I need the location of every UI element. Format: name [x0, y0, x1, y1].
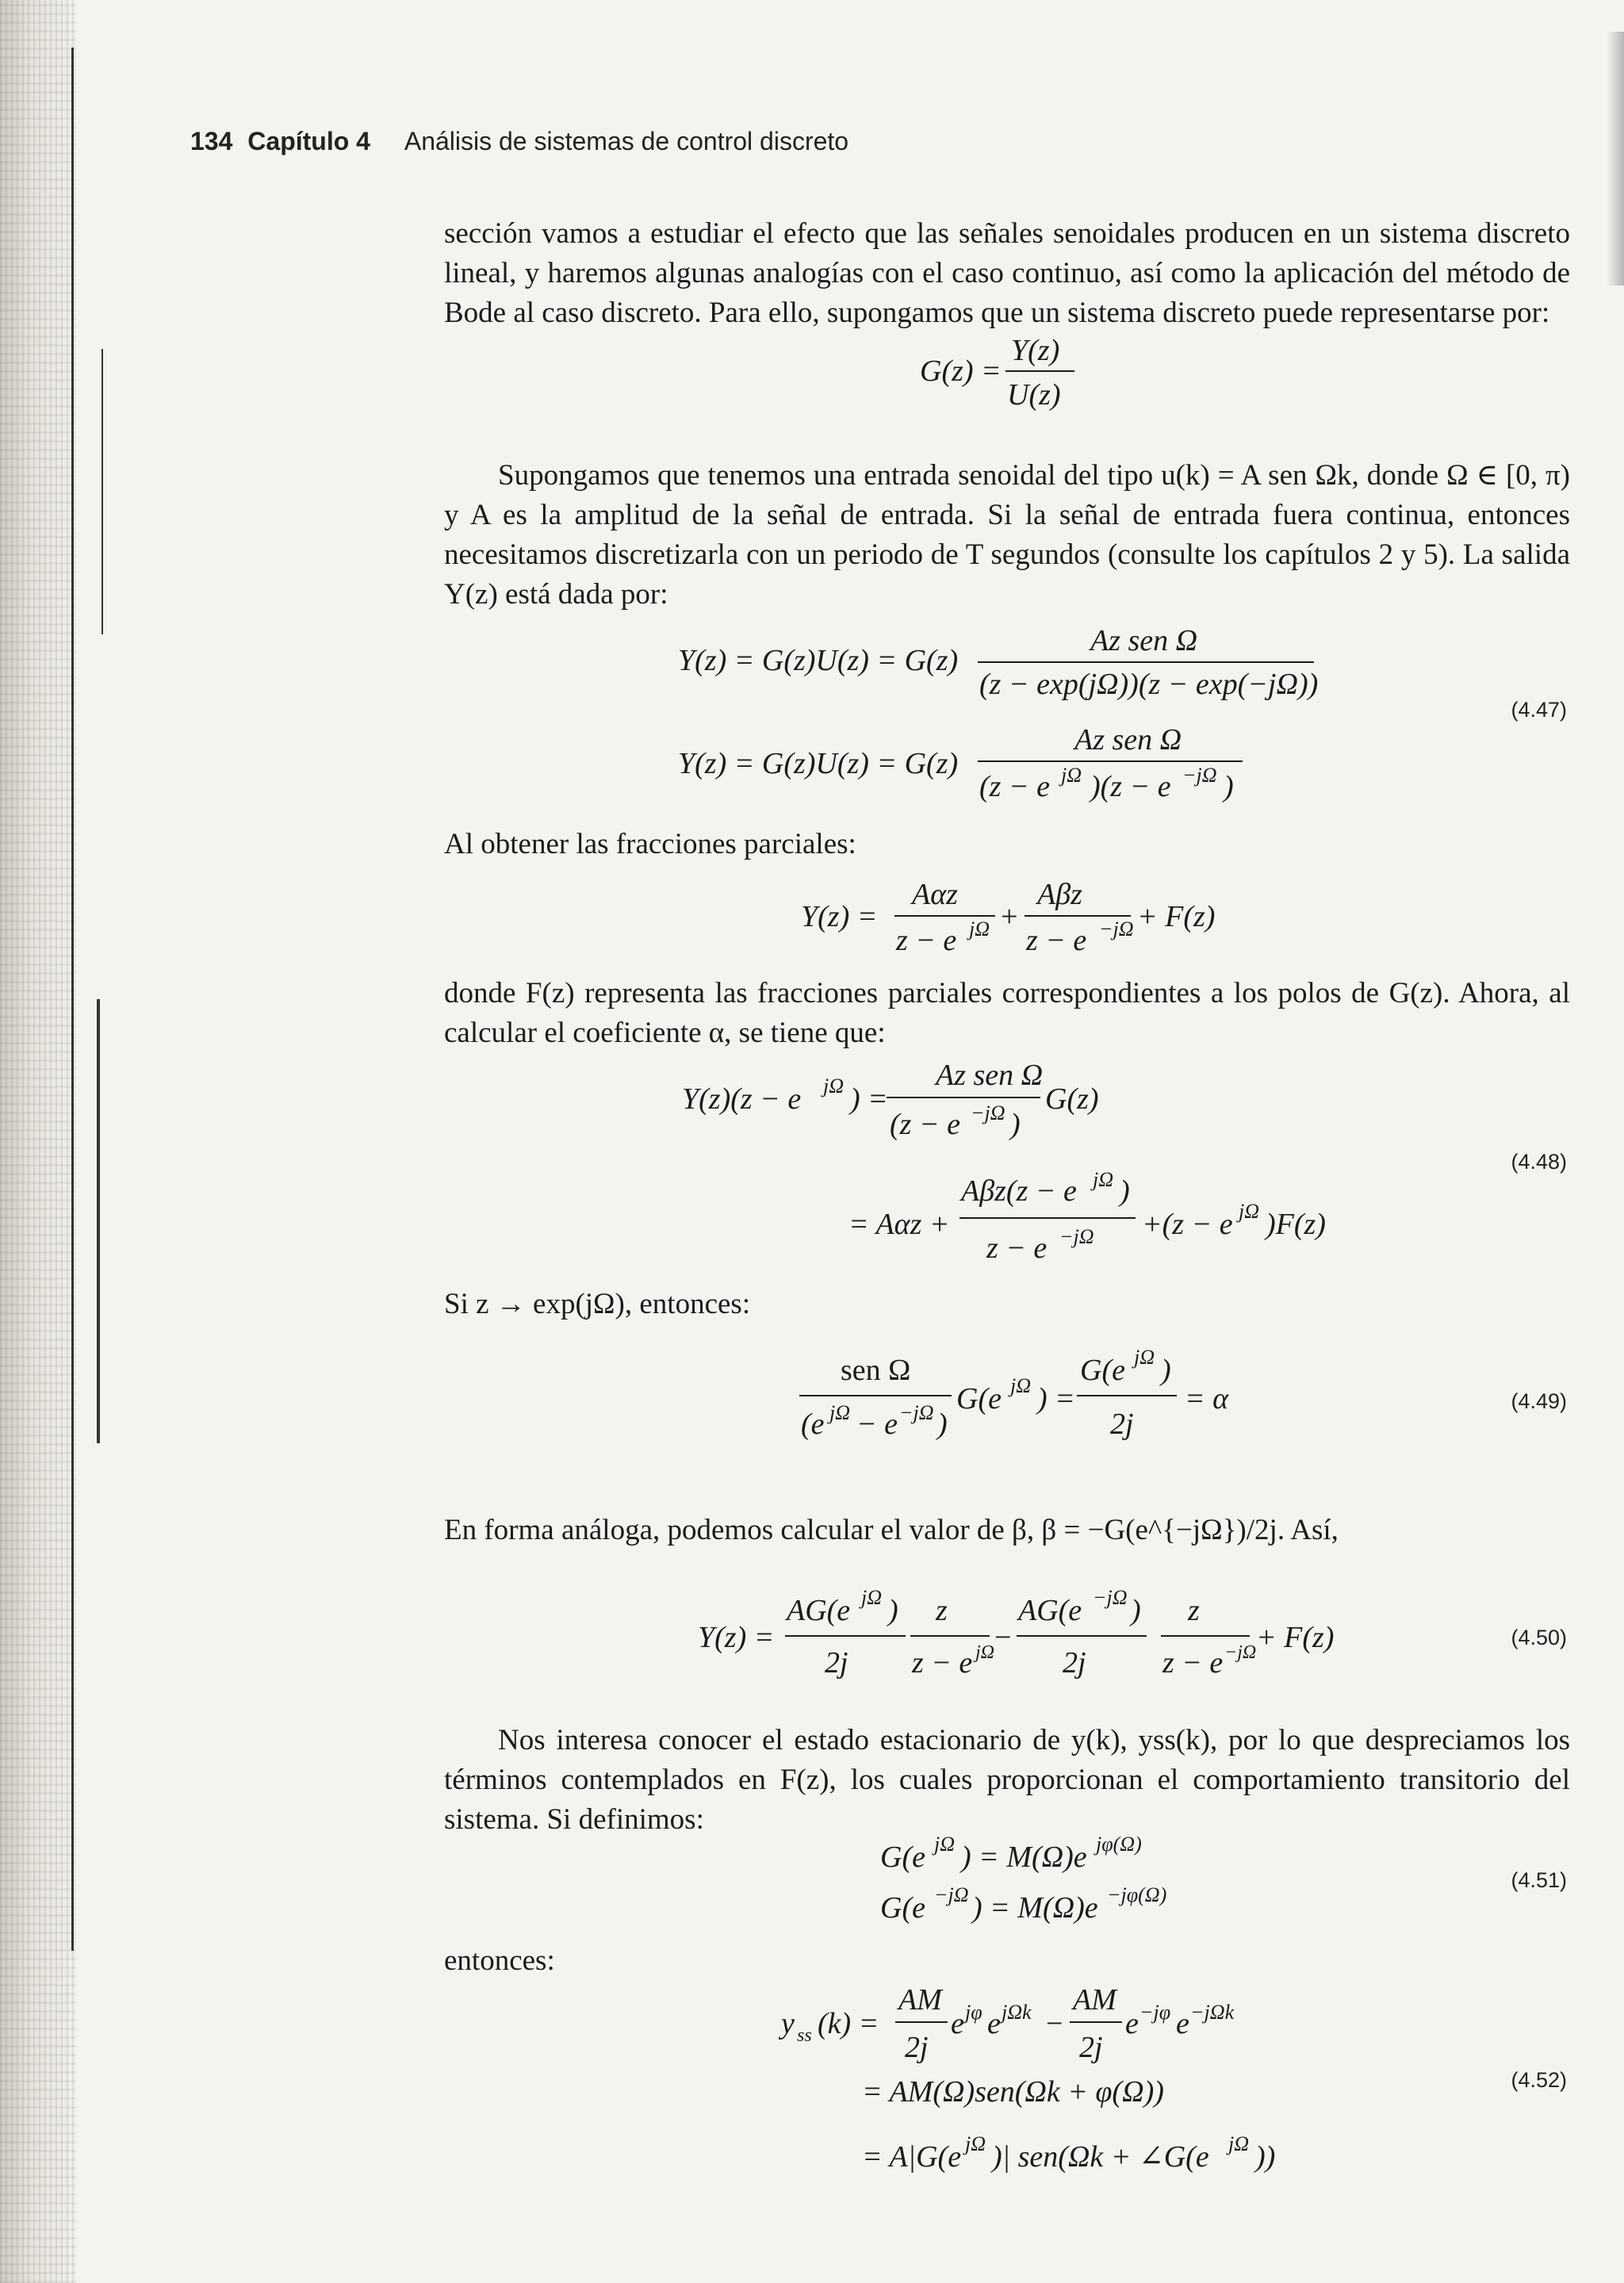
- equation-4-48: [682, 1055, 1332, 1289]
- svg-text:jΩ: jΩ: [1228, 2132, 1250, 2155]
- equation-number-4-52: (4.52): [1511, 2068, 1567, 2092]
- svg-text:) =: ) =: [850, 1082, 888, 1116]
- svg-text:Aαz: Aαz: [912, 878, 958, 911]
- svg-text:): ): [1010, 1108, 1021, 1141]
- svg-text:Aβz: Aβz: [1037, 878, 1082, 911]
- svg-text:−jΩ: −jΩ: [1182, 764, 1217, 787]
- svg-text:ss: ss: [797, 2025, 812, 2046]
- svg-text:Y(z): Y(z): [1011, 334, 1060, 367]
- svg-text:− e: − e: [856, 1408, 898, 1441]
- svg-text:y: y: [781, 2007, 795, 2040]
- svg-text:G(e: G(e: [1080, 1354, 1125, 1387]
- svg-text:): ): [1120, 1174, 1130, 1208]
- paragraph-2: [444, 456, 1570, 615]
- equation-4-50: [698, 1586, 1348, 1705]
- svg-text:= AM(Ω)sen(Ωk + φ(Ω)): = AM(Ω)sen(Ωk + φ(Ω)): [862, 2075, 1164, 2109]
- svg-text:jφ: jφ: [965, 2001, 982, 2024]
- svg-text:jΩ: jΩ: [969, 917, 990, 940]
- svg-text:) = M(Ω)e: ) = M(Ω)e: [972, 1891, 1098, 1925]
- svg-text:z: z: [936, 1594, 948, 1627]
- binding-rule-short: [102, 349, 103, 634]
- svg-text:jΩ: jΩ: [823, 1074, 845, 1097]
- svg-text:−jΩ: −jΩ: [1093, 1586, 1128, 1609]
- svg-text:): ): [1161, 1354, 1171, 1387]
- svg-text:(k) =: (k) =: [818, 2007, 879, 2040]
- svg-text:jΩ: jΩ: [1061, 764, 1082, 787]
- equation-number-4-49: (4.49): [1511, 1389, 1567, 1413]
- equation-gz: [912, 325, 1118, 448]
- svg-text:G(e: G(e: [880, 1891, 925, 1925]
- svg-text:G(e: G(e: [880, 1841, 925, 1874]
- svg-text:): ): [888, 1594, 898, 1627]
- svg-text:): ): [1224, 770, 1234, 803]
- svg-text:)(z − e: )(z − e: [1090, 770, 1171, 803]
- svg-text:+ F(z): + F(z): [1137, 900, 1216, 933]
- svg-text:Y(z) = G(z)U(z) = G(z): Y(z) = G(z)U(z) = G(z): [678, 747, 959, 780]
- svg-text:−: −: [994, 1621, 1012, 1654]
- equation-number-4-47: (4.47): [1511, 698, 1567, 722]
- svg-text:Y(z) =: Y(z) =: [698, 1621, 775, 1654]
- running-head: [190, 127, 848, 156]
- svg-text:2j: 2j: [1063, 1646, 1086, 1680]
- svg-text:−jΩ: −jΩ: [1059, 1225, 1094, 1248]
- svg-text:= A|G(e: = A|G(e: [862, 2140, 962, 2174]
- svg-text:2j: 2j: [1110, 1408, 1134, 1441]
- svg-text:jΩ: jΩ: [1239, 1200, 1260, 1223]
- equation-4-52: [781, 1982, 1352, 2193]
- paragraph-8-text: entonces:: [444, 1944, 555, 1977]
- svg-text:)| sen(Ωk + ∠G(e: )| sen(Ωk + ∠G(e: [992, 2140, 1209, 2174]
- svg-text:−jφ: −jφ: [1139, 2001, 1171, 2024]
- svg-text:)): )): [1255, 2140, 1276, 2174]
- paragraph-6-text: En forma análoga, podemos calcular el valor de β, β = −G(e^{−jΩ})/2j. Así,: [444, 1514, 1339, 1546]
- svg-text:−jΩk: −jΩk: [1190, 2001, 1235, 2024]
- svg-text:e: e: [1125, 2007, 1139, 2040]
- svg-text:U(z): U(z): [1007, 378, 1061, 412]
- chapter-title: Análisis de sistemas de control discreto: [404, 127, 849, 155]
- svg-text:G(z): G(z): [1045, 1082, 1099, 1116]
- chapter-label: Capítulo 4: [247, 127, 370, 155]
- svg-text:G(z) =: G(z) =: [920, 354, 1002, 388]
- svg-text:+: +: [1001, 900, 1018, 933]
- svg-text:2j: 2j: [1079, 2031, 1103, 2064]
- paragraph-5: [444, 1285, 1570, 1324]
- paragraph-6: [444, 1511, 1570, 1550]
- svg-text:z − e: z − e: [986, 1232, 1048, 1265]
- page-number: 134: [190, 127, 233, 155]
- svg-text:= Aαz +: = Aαz +: [848, 1208, 950, 1241]
- svg-text:AG(e: AG(e: [1018, 1594, 1082, 1627]
- svg-text:sen Ω: sen Ω: [841, 1354, 911, 1387]
- svg-text:Az sen Ω: Az sen Ω: [1074, 723, 1182, 757]
- svg-text:z − e: z − e: [1026, 924, 1087, 957]
- svg-text:Aβz(z − e: Aβz(z − e: [961, 1174, 1077, 1208]
- binding-rule: [71, 48, 74, 1951]
- svg-text:(z − e: (z − e: [890, 1108, 960, 1141]
- svg-text:jΩ: jΩ: [1093, 1168, 1114, 1191]
- paragraph-1: [444, 214, 1570, 333]
- svg-text:AM: AM: [898, 1983, 942, 2017]
- scan-right-shadow: [1607, 32, 1624, 285]
- svg-text:Y(z) = G(z)U(z) = G(z): Y(z) = G(z)U(z) = G(z): [678, 644, 959, 677]
- svg-text:Az sen Ω: Az sen Ω: [1090, 624, 1198, 657]
- paragraph-5-text: Si z → exp(jΩ), entonces:: [444, 1288, 751, 1320]
- svg-text:z − e: z − e: [912, 1646, 973, 1680]
- svg-text:2j: 2j: [825, 1646, 848, 1680]
- svg-text:−jΩ: −jΩ: [934, 1883, 969, 1906]
- svg-text:)F(z): )F(z): [1266, 1208, 1326, 1241]
- svg-text:Y(z) =: Y(z) =: [801, 900, 878, 933]
- svg-text:jΩk: jΩk: [1002, 2001, 1032, 2024]
- svg-text:e: e: [951, 2007, 964, 2040]
- svg-text:G(e: G(e: [956, 1382, 1002, 1415]
- svg-text:) = M(Ω)e: ) = M(Ω)e: [961, 1841, 1087, 1874]
- equation-number-4-50: (4.50): [1511, 1626, 1567, 1649]
- svg-text:jΩ: jΩ: [1134, 1346, 1155, 1369]
- svg-text:): ): [1131, 1594, 1141, 1627]
- svg-text:jΩ: jΩ: [1010, 1374, 1032, 1397]
- svg-text:−jφ(Ω): −jφ(Ω): [1107, 1883, 1167, 1906]
- paragraph-3: [444, 825, 1570, 864]
- equation-partial-fractions: [801, 872, 1245, 979]
- svg-text:e: e: [987, 2007, 1001, 2040]
- equation-number-4-48: (4.48): [1511, 1150, 1567, 1174]
- svg-text:−jΩ: −jΩ: [971, 1101, 1005, 1124]
- svg-text:−jΩ: −jΩ: [899, 1401, 934, 1424]
- svg-text:jΩ: jΩ: [861, 1586, 883, 1609]
- paragraph-4-text: donde F(z) representa las fracciones parciales correspondientes a los polos de G(z). Ahora, al calcular el coeficiente α, se tiene que:: [444, 977, 1570, 1049]
- paragraph-4: [444, 974, 1570, 1053]
- svg-text:+(z − e: +(z − e: [1142, 1208, 1233, 1241]
- svg-text:(z − e: (z − e: [979, 770, 1050, 803]
- svg-text:e: e: [1176, 2007, 1189, 2040]
- paragraph-2-text: Supongamos que tenemos una entrada senoidal del tipo u(k) = A sen Ωk, donde Ω ∈ [0, π) y A es la amplitud de la señal de entrada. Si la señal de entrada fuera continua, entonces necesitamos discretizarla con un periodo de T segundos (consulte los capítulos 2 y 5). La salida Y(z) está dada por:: [444, 459, 1570, 611]
- svg-text:z − e: z − e: [896, 924, 957, 957]
- svg-text:+ F(z): + F(z): [1256, 1621, 1335, 1654]
- svg-text:z − e: z − e: [1162, 1646, 1224, 1680]
- svg-text:): ): [937, 1408, 948, 1441]
- svg-text:−jΩ: −jΩ: [1224, 1642, 1257, 1663]
- svg-text:jΩ: jΩ: [975, 1642, 995, 1663]
- svg-text:jΩ: jΩ: [934, 1833, 956, 1856]
- svg-text:jΩ: jΩ: [829, 1401, 851, 1424]
- equation-4-49: [793, 1340, 1269, 1479]
- svg-text:= α: = α: [1185, 1382, 1229, 1415]
- svg-text:jΩ: jΩ: [965, 2132, 986, 2155]
- paragraph-7: [444, 1721, 1570, 1840]
- paragraph-3-text: Al obtener las fracciones parciales:: [444, 828, 856, 860]
- equation-4-47: [678, 619, 1328, 829]
- paragraph-1-text: sección vamos a estudiar el efecto que las señales senoidales producen en un sistema discreto lineal, y haremos algunas analogías con el caso continuo, así como la aplicación del método de Bode al caso discreto. Para ello, supongamos que un sistema discreto puede representarse por:: [444, 217, 1570, 329]
- svg-text:−: −: [1046, 2007, 1063, 2040]
- svg-text:AM: AM: [1073, 1983, 1116, 2017]
- svg-text:jφ(Ω): jφ(Ω): [1096, 1833, 1142, 1856]
- paragraph-8: [444, 1941, 1570, 1981]
- svg-text:2j: 2j: [905, 2031, 929, 2064]
- svg-text:(e: (e: [801, 1408, 825, 1441]
- svg-text:Az sen Ω: Az sen Ω: [936, 1059, 1044, 1092]
- paragraph-7-text: Nos interesa conocer el estado estacionario de y(k), yss(k), por lo que despreciamos los términos contemplados en F(z), los cuales proporcionan el comportamiento transitorio del sistema. Si definimos:: [444, 1724, 1570, 1836]
- svg-text:z: z: [1188, 1594, 1200, 1627]
- equation-4-51: [880, 1832, 1197, 1939]
- svg-text:AG(e: AG(e: [787, 1594, 851, 1627]
- svg-text:Y(z)(z − e: Y(z)(z − e: [682, 1082, 802, 1116]
- scan-binding-edge: [0, 0, 76, 2283]
- svg-text:(z − exp(jΩ))(z − exp(−jΩ)): (z − exp(jΩ))(z − exp(−jΩ)): [979, 668, 1319, 701]
- svg-text:) =: ) =: [1037, 1382, 1075, 1415]
- binding-rule-thick: [97, 999, 100, 1443]
- svg-text:−jΩ: −jΩ: [1099, 917, 1134, 940]
- equation-number-4-51: (4.51): [1511, 1868, 1567, 1892]
